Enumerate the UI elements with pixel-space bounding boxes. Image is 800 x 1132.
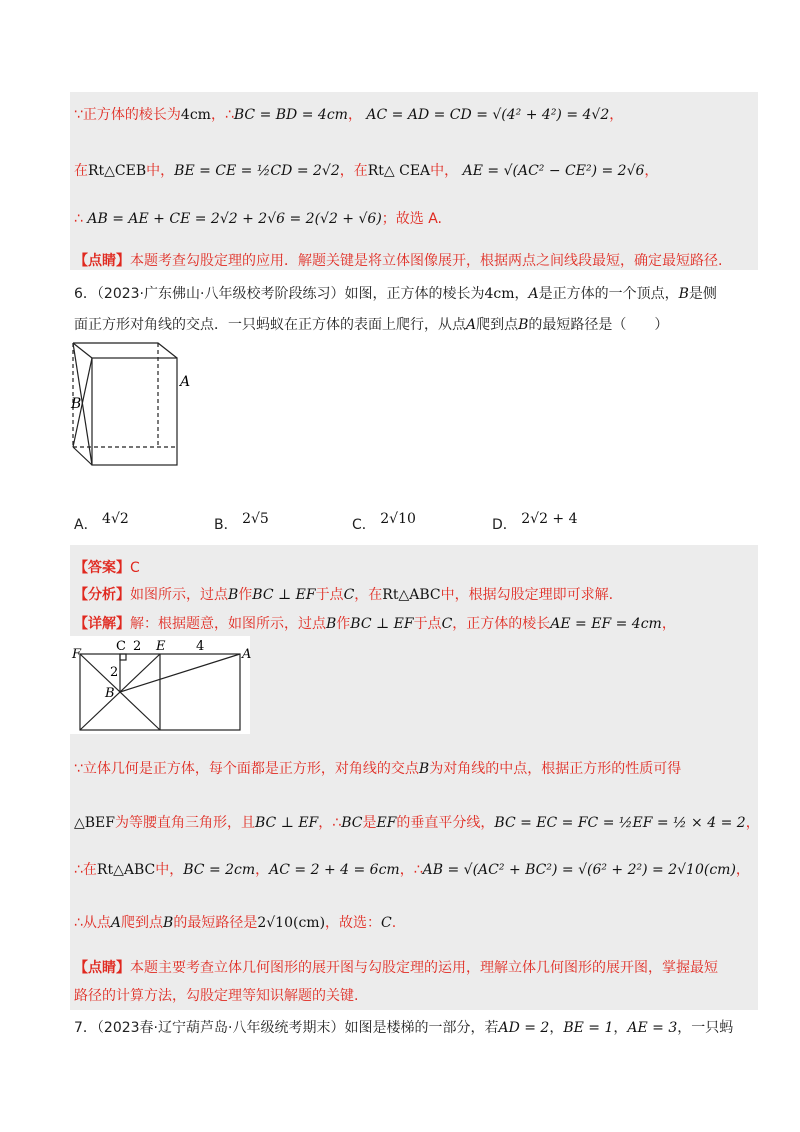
- q6-line-1: 6．（2023·广东佛山·八年级校考阶段练习）如图，正方体的棱长为4cm，A是正方体的一个顶点，B是侧: [74, 286, 717, 302]
- detail-line: 【详解】解：根据题意，如图所示，过点B作BC ⊥ EF于点C，正方体的棱长AE = EF = 4cm，: [74, 616, 676, 632]
- option-b[interactable]: B． 2√5: [214, 511, 269, 533]
- q7-line-1: 7．（2023春·辽宁葫芦岛·八年级统考期末）如图是楼梯的一部分，若AD = 2，BE = 1，AE = 3，一只蚂: [74, 1020, 734, 1036]
- cube-label-B: B: [71, 396, 82, 412]
- reason-line-4: ∴从点A爬到点B的最短路径是2√10(cm)，故选：C.: [74, 915, 397, 931]
- net-label-4: 4: [196, 639, 205, 654]
- prev-comment: 【点睛】本题考查勾股定理的应用．解题关键是将立体图像展开，根据两点之间线段最短，确定最短路径.: [74, 253, 723, 269]
- net-label-C: C: [116, 639, 126, 654]
- option-a[interactable]: A． 4√2: [74, 511, 129, 533]
- prev-line-2: 在Rt△CEB中，BE = CE = ½CD = 2√2，在Rt△ CEA中， AE = √(AC² − CE²) = 2√6，: [74, 163, 659, 179]
- option-a-value: 4√2: [102, 511, 129, 527]
- net-figure: [70, 636, 250, 734]
- analysis-line: 【分析】如图所示，过点B作BC ⊥ EF于点C，在Rt△ABC中，根据勾股定理即可求解.: [74, 587, 614, 603]
- net-label-2-side: 2: [110, 665, 119, 680]
- cube-figure: [68, 338, 198, 470]
- reason-line-3: ∴在Rt△ABC中，BC = 2cm，AC = 2 + 4 = 6cm，∴AB = √(AC² + BC²) = √(6² + 2²) = 2√10(cm)，: [74, 862, 750, 878]
- option-c[interactable]: C． 2√10: [352, 511, 416, 533]
- net-label-B: B: [105, 686, 115, 701]
- net-label-F: F: [72, 647, 82, 662]
- option-d[interactable]: D． 2√2 + 4: [492, 511, 578, 533]
- prev-line-3: ∴ AB = AE + CE = 2√2 + 2√6 = 2(√2 + √6)；故选 A.: [74, 211, 443, 227]
- option-b-value: 2√5: [242, 511, 269, 527]
- comment-line-2: 路径的计算方法，勾股定理等知识解题的关键.: [74, 988, 359, 1004]
- comment-line-1: 【点睛】本题主要考查立体几何图形的展开图与勾股定理的运用，理解立体几何图形的展开图，掌握最短: [74, 960, 718, 976]
- reason-line-2: △BEF为等腰直角三角形，且BC ⊥ EF，∴BC是EF的垂直平分线，BC = EC = FC = ½EF = ½ × 4 = 2，: [74, 815, 760, 831]
- answer-line: 【答案】C: [74, 560, 140, 576]
- prev-line-1: ∵正方体的棱长为4cm，∴BC = BD = 4cm， AC = AD = CD = √(4² + 4²) = 4√2，: [74, 107, 624, 123]
- net-label-E: E: [156, 639, 166, 654]
- reason-line-1: ∵立体几何是正方体，每个面都是正方形，对角线的交点B为对角线的中点，根据正方形的性质可得: [74, 761, 682, 777]
- q6-line-2: 面正方形对角线的交点．一只蚂蚁在正方体的表面上爬行，从点A爬到点B的最短路径是（ ）: [74, 317, 669, 333]
- net-label-2-top: 2: [133, 639, 142, 654]
- net-label-A: A: [242, 647, 252, 662]
- option-c-value: 2√10: [380, 511, 416, 527]
- option-d-value: 2√2 + 4: [521, 511, 578, 527]
- cube-label-A: A: [180, 374, 191, 390]
